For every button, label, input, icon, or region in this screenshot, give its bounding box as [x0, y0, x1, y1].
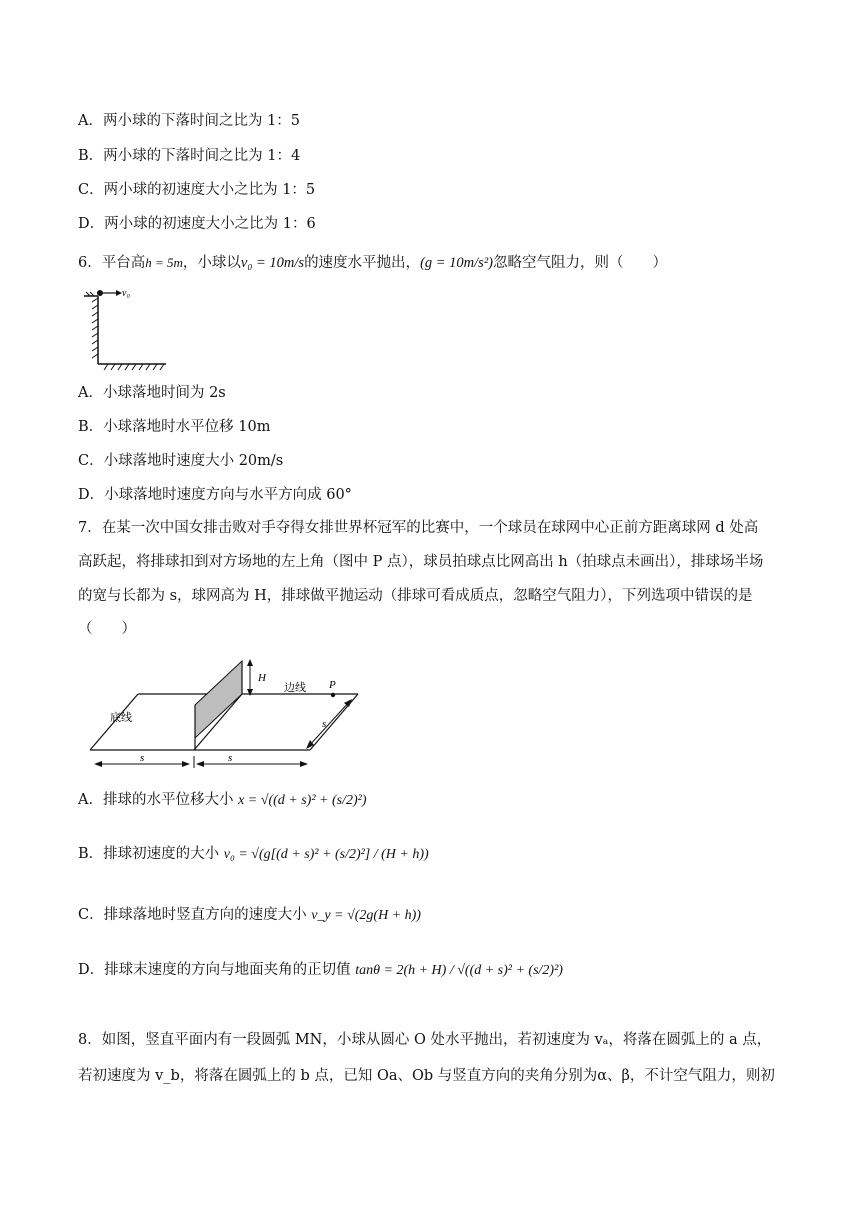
- q7-option-b: B．排球初速度的大小 v₀ = √(g[(d + s)² + (s/2)²] / (H + h)): [78, 846, 429, 862]
- q6-stem: 6．平台高h = 5m，小球以v₀ = 10m/s的速度水平抛出，(g = 10m/s²)忽略空气阻力，则（ ）: [78, 255, 667, 271]
- q7-option-c-formula: v_y = √(2g(H + h)): [311, 908, 421, 923]
- q5-option-c: C．两小球的初速度大小之比为 1：5: [78, 182, 316, 198]
- q7-fig-h-label: H: [258, 672, 266, 684]
- q7-fig-s-left-label: s: [140, 752, 145, 764]
- q5-option-b: B．两小球的下落时间之比为 1：4: [78, 148, 301, 164]
- q6-fig-v0-label: v₀: [122, 288, 130, 299]
- q7-court-figure: [90, 655, 370, 771]
- q5-option-a: A．两小球的下落时间之比为 1：5: [78, 113, 301, 129]
- q7-stem-line-3: 的宽与长都为 s，球网高为 H，排球做平抛运动（排球可看成质点，忽略空气阻力），下列选项中错误的是: [78, 588, 753, 604]
- q7-option-d-formula: tanθ = 2(h + H) / √((d + s)² + (s/2)²): [355, 963, 563, 978]
- q8-stem-line-1: 8．如图，竖直平面内有一段圆弧 MN，小球从圆心 O 处水平抛出，若初速度为 vₐ，将落在圆弧上的 a 点，: [78, 1032, 772, 1048]
- q7-option-a-formula: x = √((d + s)² + (s/2)²): [238, 793, 367, 808]
- q6-gravity: (g = 10m/s²): [420, 255, 493, 271]
- q6-height: h = 5m: [145, 255, 183, 270]
- q6-option-a: A．小球落地时间为 2s: [78, 385, 226, 401]
- q7-fig-p-label: P: [329, 679, 336, 691]
- q7-option-a: A．排球的水平位移大小 x = √((d + s)² + (s/2)²): [78, 792, 367, 808]
- q7-option-b-formula: v₀ = √(g[(d + s)² + (s/2)²] / (H + h)): [223, 847, 429, 862]
- q6-option-c: C．小球落地时速度大小 20m/s: [78, 453, 284, 469]
- q7-option-c: C．排球落地时竖直方向的速度大小 v_y = √(2g(H + h)): [78, 907, 421, 923]
- q6-option-d: D．小球落地时速度方向与水平方向成 60°: [78, 487, 352, 503]
- q7-stem-line-4: （ ）: [78, 621, 136, 637]
- q6-platform-figure: [78, 286, 178, 372]
- q6-option-b: B．小球落地时水平位移 10m: [78, 419, 271, 435]
- q7-option-d: D．排球末速度的方向与地面夹角的正切值 tanθ = 2(h + H) / √((d + s)² + (s/2)²): [78, 962, 563, 978]
- q8-stem-line-2: 若初速度为 v_b，将落在圆弧上的 b 点，已知 Oa、Ob 与竖直方向的夹角分别为α、β，不计空气阻力，则初: [78, 1068, 775, 1084]
- q7-fig-point-p: [331, 693, 335, 697]
- q7-fig-sideline-label: 边线: [284, 682, 306, 694]
- q7-stem-line-2: 高跃起，将排球扣到对方场地的左上角（图中 P 点），球员拍球点比网高出 h（拍球点未画出），排球场半场: [78, 554, 764, 570]
- q7-fig-baseline-label: 底线: [110, 712, 132, 724]
- q6-velocity: v₀ = 10m/s: [240, 255, 305, 271]
- q7-fig-s-middle-label: s: [228, 752, 233, 764]
- q7-stem-line-1: 7．在某一次中国女排击败对手夺得女排世界杯冠军的比赛中，一个球员在球网中心正前方距离球网 d 处高: [78, 520, 759, 536]
- q7-fig-s-right-label: s: [322, 718, 327, 730]
- q5-option-d: D．两小球的初速度大小之比为 1：6: [78, 216, 316, 232]
